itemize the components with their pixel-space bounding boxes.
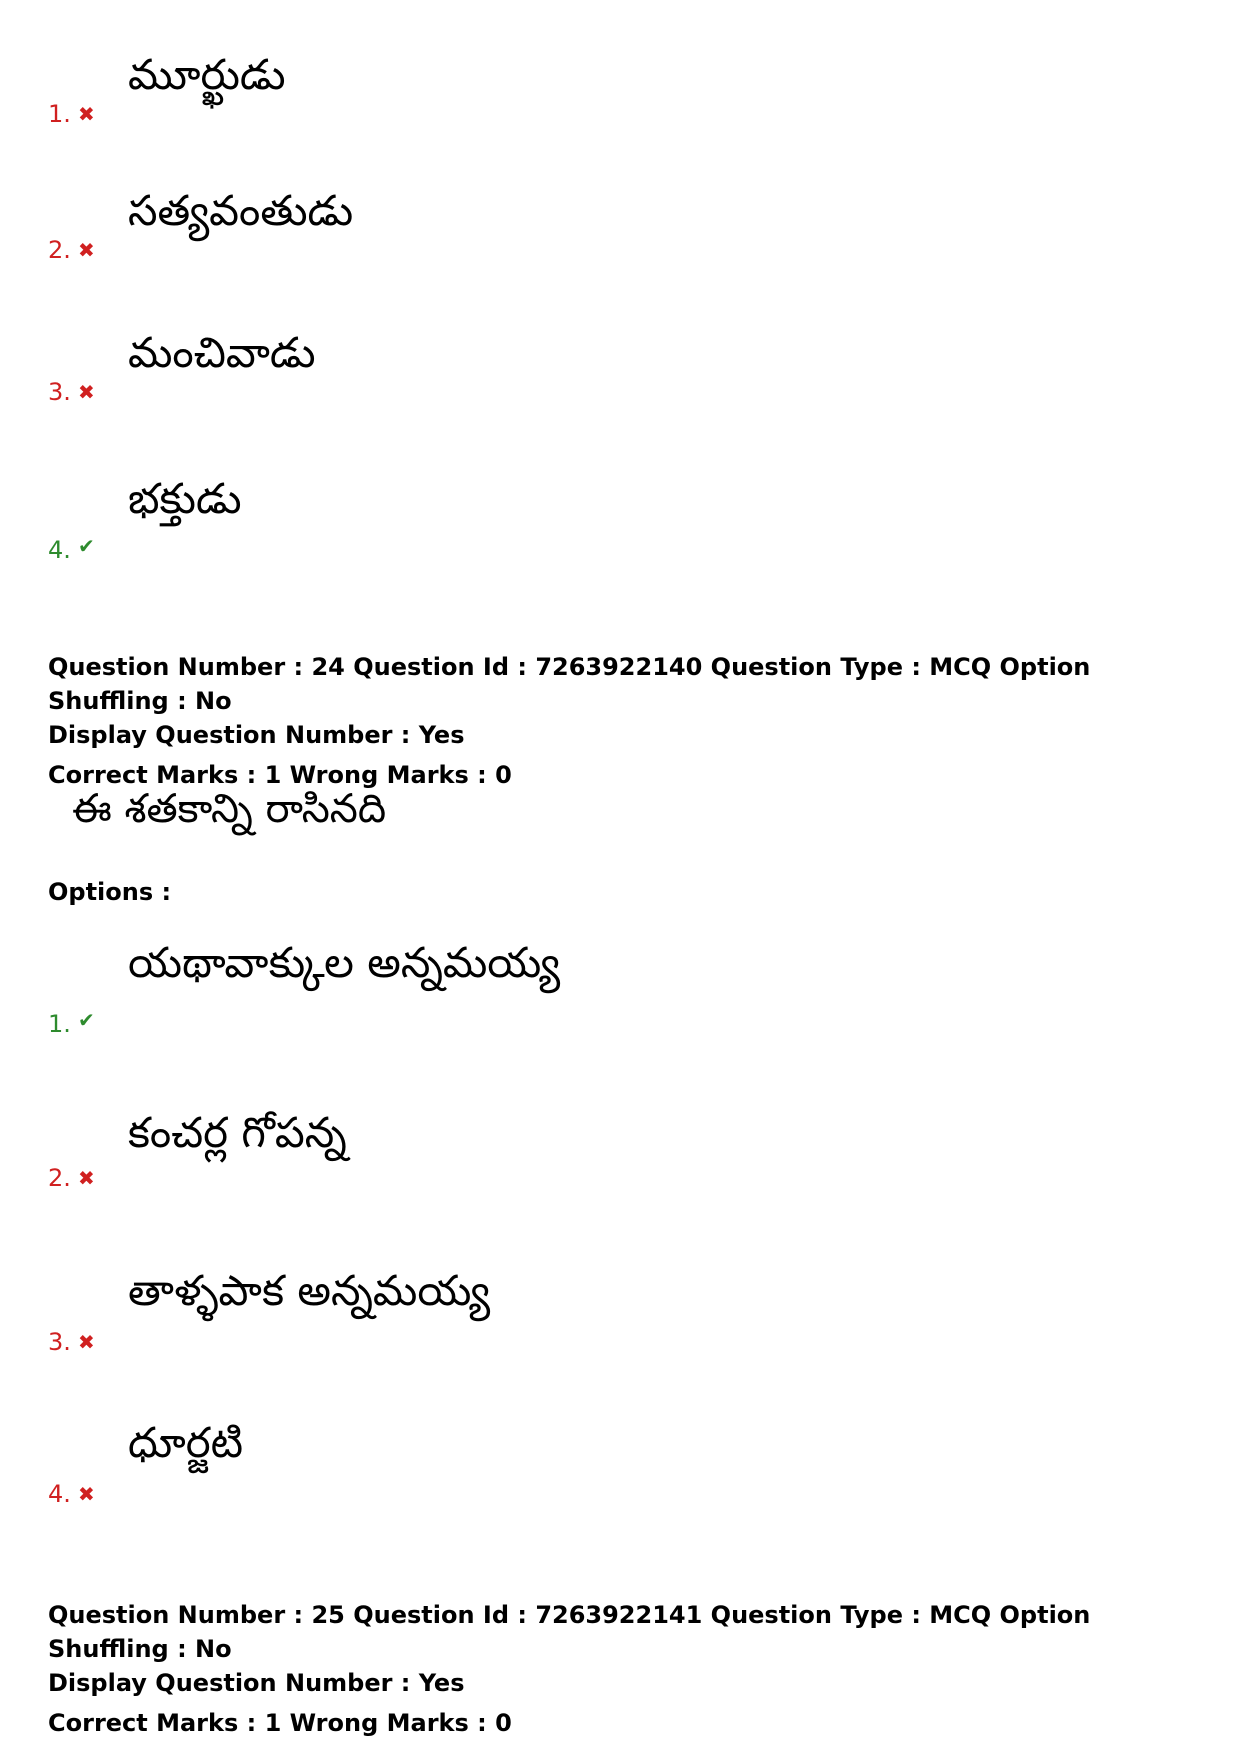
wrong-icon: ✖ bbox=[78, 1330, 95, 1354]
wrong-icon: ✖ bbox=[78, 102, 95, 126]
option-number: 3. bbox=[48, 378, 71, 406]
wrong-icon: ✖ bbox=[78, 238, 95, 262]
option-number: 1. bbox=[48, 100, 71, 128]
option-text: ధూర్జటి bbox=[128, 1418, 244, 1467]
option-text: సత్యవంతుడు bbox=[128, 186, 354, 235]
option-text: తాళ్ళపాక అన్నమయ్య bbox=[128, 1266, 491, 1315]
options-label: Options : bbox=[48, 878, 172, 906]
option-text: మూర్ఖుడు bbox=[128, 50, 286, 99]
question-meta-line: Display Question Number : Yes bbox=[48, 1669, 465, 1697]
option-text: మంచివాడు bbox=[128, 328, 316, 377]
correct-icon: ✔ bbox=[78, 534, 95, 558]
option-text: యథావాక్కుల అన్నమయ్య bbox=[128, 938, 561, 987]
wrong-icon: ✖ bbox=[78, 1482, 95, 1506]
marks-line: Correct Marks : 1 Wrong Marks : 0 bbox=[48, 1709, 512, 1737]
marks-line: Correct Marks : 1 Wrong Marks : 0 bbox=[48, 761, 512, 789]
question-meta-line: Question Number : 24 Question Id : 7263922140 Question Type : MCQ Option Shuffling : No bbox=[48, 653, 1091, 715]
question-meta-line: Display Question Number : Yes bbox=[48, 721, 465, 749]
option-text: భక్తుడు bbox=[128, 474, 242, 523]
option-text: కంచర్ల గోపన్న bbox=[128, 1108, 347, 1157]
correct-icon: ✔ bbox=[78, 1008, 95, 1032]
wrong-icon: ✖ bbox=[78, 380, 95, 404]
question-meta bbox=[48, 1598, 1208, 1740]
option-number: 2. bbox=[48, 1164, 71, 1192]
wrong-icon: ✖ bbox=[78, 1166, 95, 1190]
question-meta-line: Question Number : 25 Question Id : 7263922141 Question Type : MCQ Option Shuffling : No bbox=[48, 1601, 1091, 1663]
option-number: 4. bbox=[48, 1480, 71, 1508]
option-number: 1. bbox=[48, 1010, 71, 1038]
option-number: 4. bbox=[48, 536, 71, 564]
question-meta bbox=[48, 650, 1208, 792]
option-number: 3. bbox=[48, 1328, 71, 1356]
question-text: ఈ శతకాన్ని రాసినది bbox=[72, 786, 387, 832]
option-number: 2. bbox=[48, 236, 71, 264]
